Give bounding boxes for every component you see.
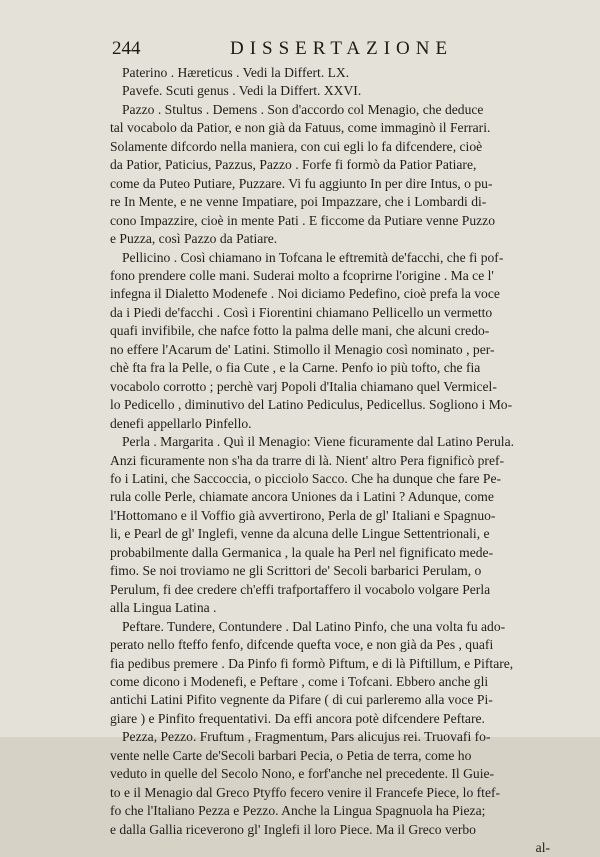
text-line: vocabolo corrotto ; perchè varj Popoli d'Italia chiamano quel Vermicel-	[110, 378, 497, 394]
text-line: fia pedibus premere . Da Pinfo fi formò Piftum, e di là Piftillum, e Piftare,	[110, 655, 514, 671]
text-line: tal vocabolo da Patior, e non già da Fatuus, come immaginò il Ferrari.	[110, 120, 491, 136]
text-line: alla Lingua Latina .	[110, 600, 217, 616]
text-line: fono prendere colle mani. Suderai molto a fcoprirne l'origine . Ma ce l'	[110, 267, 494, 283]
text-line: lo Pedicello , diminutivo del Latino Pediculus, Pedicellus. Sogliono i Mo-	[110, 397, 513, 413]
page-header	[112, 38, 552, 62]
text-line: vente nelle Carte de'Secoli barbari Pecia, o Petia de terra, come ho	[110, 747, 472, 763]
text-line: antichi Latini Pifito vegnente da Pifare ( di cui parleremo alla voce Pi-	[110, 692, 493, 708]
text-line: fo i Latini, che Saccoccia, o picciolo Sacco. Che ha dunque che fare Pe-	[110, 470, 502, 486]
text-line: Perulum, fi dee credere ch'effi trafportaffero il vocabolo volgare Perla	[110, 581, 491, 597]
text-line: veduto in quelle del Secolo Nono, e forf'anche nel precedente. Il Guie-	[110, 766, 495, 782]
text-line: Solamente difcordo nella maniera, con cui egli lo fa difcendere, cioè	[110, 138, 483, 154]
text-line: come da Puteo Putiare, Puzzare. Vi fu aggiunto In per dire Intus, o pu-	[110, 175, 493, 191]
text-line: li, e Pearl de gl' Inglefi, venne da alcuna delle Lingue Settentrionali, e	[110, 526, 490, 542]
page-number: 244	[112, 38, 141, 59]
catchword: al-	[535, 840, 550, 856]
text-line: quafi invifibile, che nafce fotto la palma delle mani, che alcuni credo-	[110, 323, 490, 339]
text-line: Anzi ficuramente non s'ha da trarre di là. Nient' altro Pera fignificò pref-	[110, 452, 505, 468]
text-line: Perla . Margarita . Quì il Menagio: Viene ficuramente dal Latino Perula.	[122, 434, 515, 450]
text-line: Pavefe. Scuti genus . Vedi la Differt. XXVI.	[122, 83, 362, 99]
text-line: da i Piedi de'facchi . Così i Fiorentini chiamano Pellicello un vermetto	[110, 304, 493, 320]
text-line: Paterino . Hæreticus . Vedi la Differt. LX.	[122, 65, 350, 80]
text-line: probabilmente dalla Germanica , la quale ha Perl nel fignificato mede-	[110, 544, 494, 560]
text-line: perato nello fteffo fenfo, difcende quefta voce, e non già da Pes , quafi	[110, 637, 494, 653]
running-title: DISSERTAZIONE	[230, 38, 454, 59]
text-line: Pezza, Pezzo. Fruftum , Fragmentum, Pars alicujus rei. Truovafi fo-	[122, 729, 491, 745]
text-line: re In Mente, e ne venne Impatiare, poi Impazzare, che i Lombardi di-	[110, 194, 487, 210]
text-line: e dalla Gallia riceverono gl' Inglefi il loro Piece. Ma il Greco verbo	[110, 821, 476, 837]
text-line: come dicono i Modenefi, e Peftare , come i Tofcani. Ebbero anche gli	[110, 673, 489, 689]
body-text	[110, 64, 558, 857]
text-line: cono Impazzire, cioè in mente Pati . E ficcome da Putiare venne Puzzo	[110, 212, 496, 228]
text-line: chè fta fra la Pelle, o fia Cute , e la Carne. Penfo io più tofto, che fia	[110, 360, 481, 376]
text-line: e Puzza, così Pazzo da Patiare.	[110, 231, 278, 247]
text-line: Pazzo . Stultus . Demens . Son d'accordo col Menagio, che deduce	[122, 101, 484, 117]
text-line: Pellicino . Così chiamano in Tofcana le eftremità de'facchi, che fi pof-	[122, 249, 504, 265]
text-line: giare ) e Pinfito frequentativi. Da effi ancora potè difcendere Peftare.	[110, 710, 485, 726]
text-line: infegna il Dialetto Modenefe . Noi diciamo Pedefino, cioè prefa la voce	[110, 286, 500, 302]
text-line: denefi appellarlo Pinfello.	[110, 415, 252, 431]
text-line: rula colle Perle, chiamate ancora Uniones da i Latini ? Adunque, come	[110, 489, 494, 505]
text-line: to e il Menagio dal Greco Ptyffo fecero venire il Francefe Piece, lo ftef-	[110, 784, 501, 800]
text-line: da Patior, Paticius, Pazzus, Pazzo . Forfe fi formò da Patior Patiare,	[110, 157, 477, 173]
text-line: fimo. Se noi troviamo ne gli Scrittori de' Secoli barbarici Perulam, o	[110, 563, 482, 579]
text-line: l'Hottomano e il Voffio già avvertirono, Perla de gl' Italiani e Spagnuo-	[110, 507, 496, 523]
text-line: Peftare. Tundere, Contundere . Dal Latino Pinfo, che una volta fu ado-	[122, 618, 506, 634]
text-line: fo che l'Italiano Pezza e Pezzo. Anche la Lingua Spagnuola ha Pieza;	[110, 803, 486, 819]
text-line: no effere l'Acarum de' Latini. Stimollo il Menagio così nominato , per-	[110, 341, 495, 357]
